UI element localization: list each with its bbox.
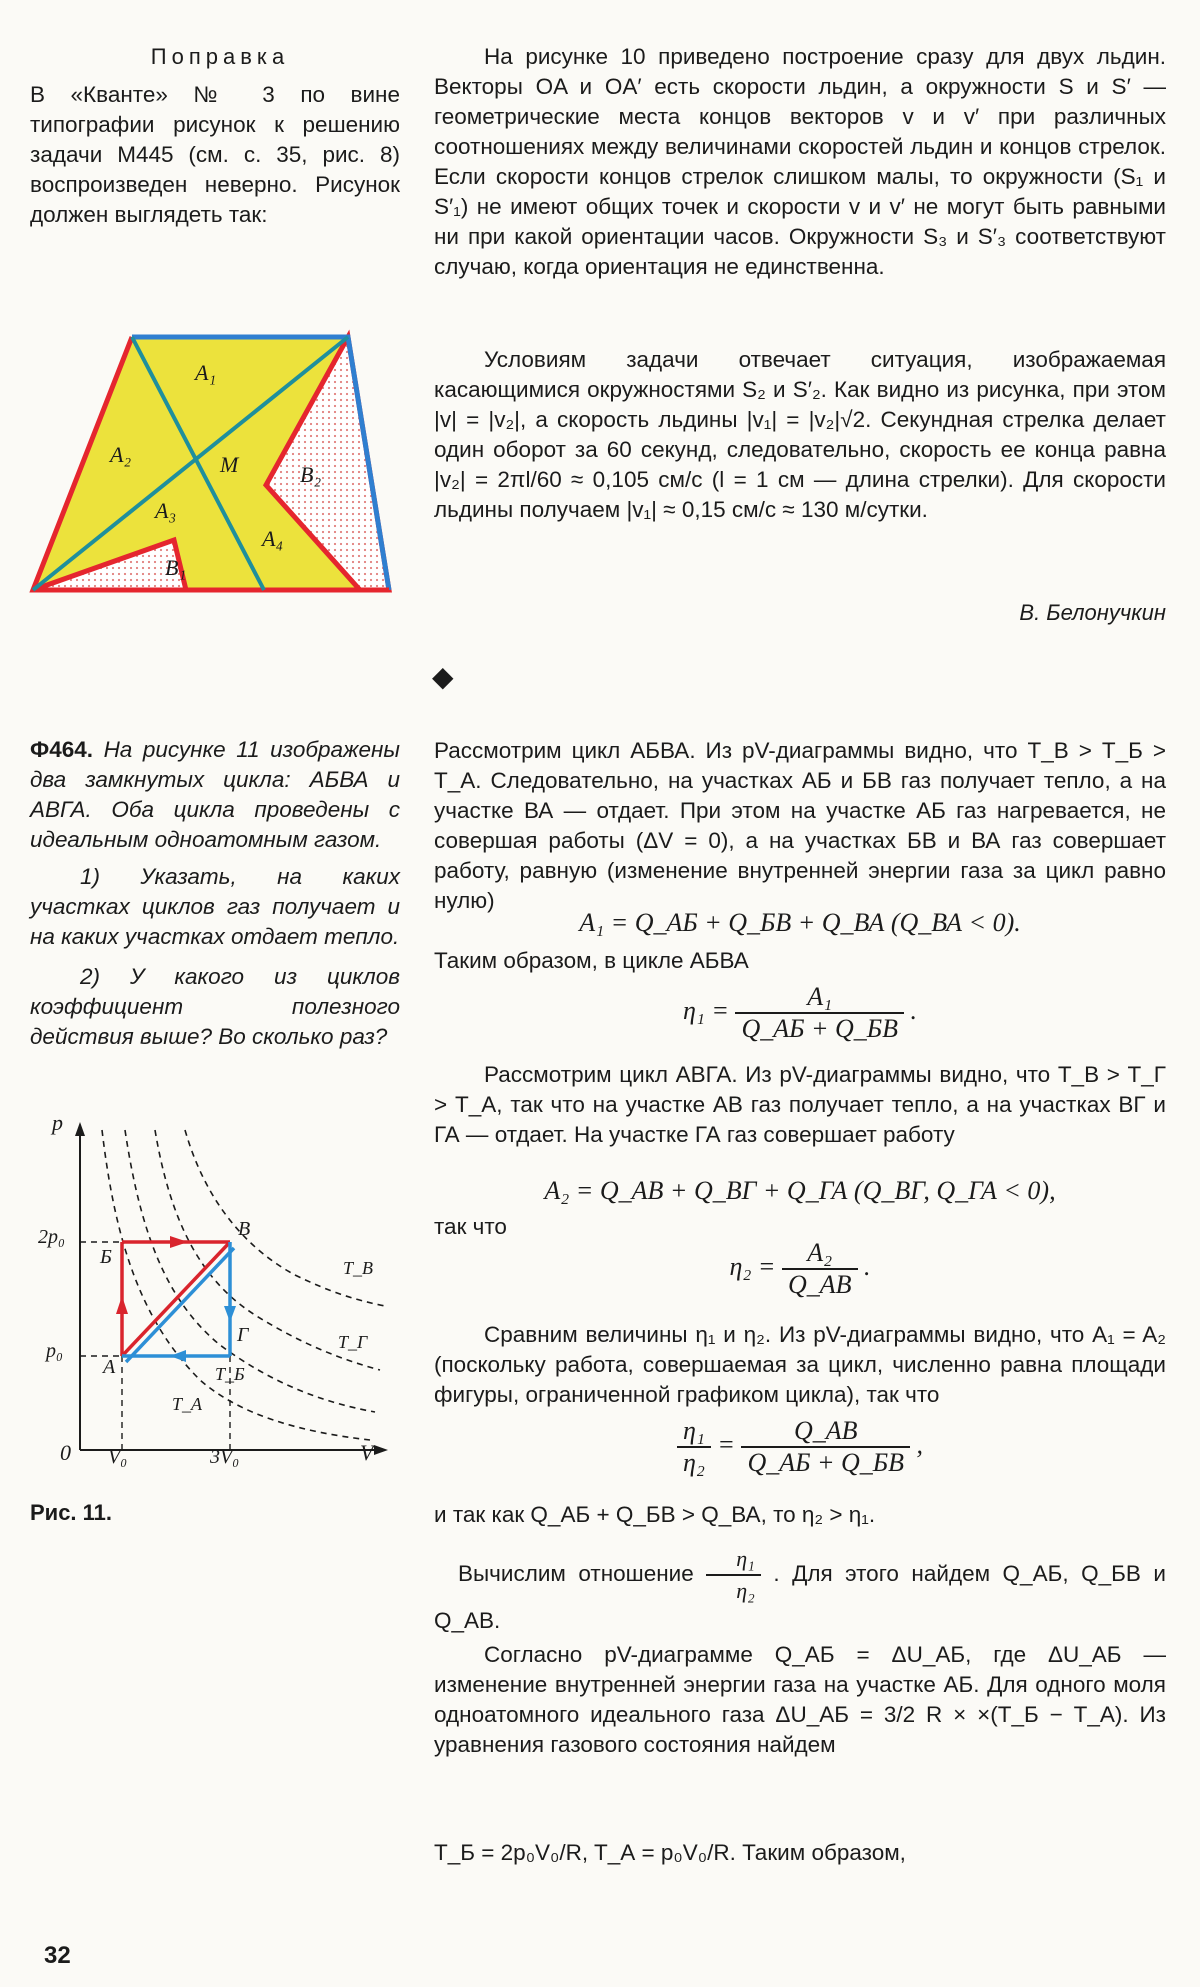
point-v-label: B	[238, 1218, 251, 1240]
label-m: M	[220, 452, 239, 477]
problem-text: На рисунке 11 изображены два замкнутых цикла: АБВА и АВГА. Оба цикла проведены с идеальным одноатомным газом.	[30, 737, 400, 852]
problem-question-2: 2) У какого из циклов коэффициент полезного действия выше? Во сколько раз?	[30, 964, 400, 1049]
v-axis-arrow	[374, 1445, 388, 1455]
solution-para-6: и так как Q_АБ + Q_БВ > Q_ВА, то η₂ > η₁.	[434, 1502, 876, 1527]
ratio-inline-den: η₂	[736, 1578, 755, 1603]
ratio-left-num: η₁	[677, 1416, 711, 1448]
ratio-inline-num: η₁	[706, 1544, 761, 1576]
solution-para-2: Таким образом, в цикле АБВА	[434, 948, 749, 973]
eta1-denominator: Q_АБ + Q_БВ	[741, 1014, 899, 1043]
eta1-numerator: A₁	[735, 982, 904, 1014]
solution-para-9: T_Б = 2p₀V₀/R, T_А = p₀V₀/R. Таким образом,	[434, 1840, 906, 1865]
ratio-right-num: Q_АВ	[741, 1416, 910, 1448]
problem-question-1: 1) Указать, на каких участках циклов газ получает и на каких участках отдает тепло.	[30, 864, 400, 949]
equation-eta2: η₂ = $\frac{\text{A₂}}{Q\_АВ}$ .	[729, 1238, 871, 1299]
problem-number: Ф464.	[30, 737, 93, 762]
equation-ratio: $\frac{\text{η₁}}{\text{η₂}}$ = $\frac{Q\_АВ}{Q\_АБ + Q\_БВ}$ ,	[434, 1416, 1166, 1478]
tick-3v0: 3V₀	[210, 1446, 240, 1468]
label-b1: B₁	[165, 555, 187, 580]
eta2-lhs: η₂ =	[729, 1251, 776, 1281]
origin-label: 0	[60, 1440, 71, 1465]
point-g-label: Г	[237, 1324, 249, 1346]
ratio-left-den: η₂	[682, 1448, 705, 1477]
isotherm-tb-label: T_B	[343, 1258, 374, 1278]
correction-text: В «Кванте» № 3 по вине типографии рисунок к решению задачи М445 (см. с. 35, рис. 8) воспроизведен неверно. Рисунок должен выглядеть так:	[30, 82, 400, 227]
segment-av	[126, 1248, 234, 1362]
solution-para-4: так что	[434, 1214, 507, 1239]
ratio-right-den: Q_АБ + Q_БВ	[747, 1448, 905, 1477]
correction-title: Поправка	[150, 44, 290, 69]
signature: В. Белонучкин	[1019, 600, 1166, 625]
isotherm-tg-label: T_Г	[338, 1332, 368, 1352]
tick-2p0: 2p₀	[38, 1226, 65, 1248]
isotherm-ta-label: T_A	[172, 1394, 203, 1414]
solution-para-5: Сравним величины η₁ и η₂. Из pV-диаграммы видно, что A₁ = A₂ (поскольку работа, совершаемая за цикл, численно равна площади фигуры, ограниченной графиком цикла), так что	[434, 1322, 1166, 1407]
equation-a1: A₁ = Q_АБ + Q_БВ + Q_ВА (Q_ВА < 0).	[579, 908, 1021, 937]
figure-caption: Рис. 11.	[30, 1500, 113, 1525]
arrow-vg	[224, 1306, 236, 1322]
axis-p-label: p	[52, 1110, 63, 1135]
solution-para-1: Рассмотрим цикл АБВА. Из pV-диаграммы видно, что T_В > T_Б > T_А. Следовательно, на участках АБ и БВ газ получает тепло, а на участке ВА — отдает. При этом на участке АБ газ нагревается, не совершая работы (ΔV = 0), а на участках БВ и ВА газ совершает работу, равную (изменение внутренней энергии газа за цикл равно нулю)	[434, 738, 1166, 913]
page-number: 32	[44, 1942, 71, 1969]
label-a3: A₃	[155, 498, 177, 523]
eta2-fraction	[782, 1238, 858, 1300]
ice-paragraph-1: На рисунке 10 приведено построение сразу для двух льдин. Векторы OA и OA′ есть скорости льдин, а окружности S и S′ — геометрические места концов векторов v и v′ при различных соотношениях между величинами скоростей льдин и концов стрелок. Если скорости концов стрелок слишком малы, то окружности (S₁ и S′₁) не имеют общих точек и скорости v и v′ не могут быть равными ни при какой ориентации часов. Окружности S₃ и S′₃ соответствуют случаю, когда ориентация не единственна.	[434, 44, 1166, 279]
solution-para-3: Рассмотрим цикл АВГА. Из pV-диаграммы видно, что T_В > T_Г > T_А, так что на участке АВ газ получает тепло, а на участках ВГ и ГА — отдает. На участке ГА газ совершает работу	[434, 1062, 1166, 1147]
point-b-label: Б	[100, 1246, 112, 1268]
problem-statement	[30, 735, 400, 855]
p-axis-arrow	[75, 1122, 85, 1136]
equation-a2: A₂ = Q_АВ + Q_ВГ + Q_ГА (Q_ВГ, Q_ГА < 0),	[544, 1176, 1056, 1205]
solution-para-7a: Вычислим отношение	[458, 1560, 694, 1586]
solution-para-8: Согласно pV-диаграмме Q_АБ = ΔU_АБ, где ΔU_АБ — изменение внутренней энергии газа на участке АБ. Для одного моля одноатомного идеального газа ΔU_АБ = 3/2 R × ×(T_Б − T_А). Из уравнения газового состояния найдем	[434, 1642, 1166, 1757]
equation-eta1: η₁ = $\frac{\text{A₁}}{Q\_АБ + Q\_БВ}$ .	[682, 982, 918, 1043]
arrow-ab	[116, 1296, 128, 1314]
ice-paragraph-2: Условиям задачи отвечает ситуация, изображаемая касающимися окружностями S₂ и S′₂. Как видно из рисунка, при этом |v| = |v₂|, а скорость льдины |v₁| = |v₂|√2. Секундная стрелка делает один оборот за 60 секунд, следовательно, скорость ее конца равна |v₂| = 2πl/60 ≈ 0,105 см/с (l = 1 см — длина стрелки). Для скорости льдины получаем |v₁| ≈ 0,15 см/с ≈ 130 м/сутки.	[434, 347, 1166, 522]
eta2-denominator: Q_АВ	[787, 1270, 852, 1299]
point-a-label: A	[103, 1356, 116, 1378]
arrow-bv	[170, 1236, 188, 1248]
label-a1: A₁	[195, 360, 217, 385]
isotherm-tb-small	[125, 1130, 375, 1412]
solution-para-7	[434, 1544, 1166, 1636]
separator-diamond: ◆	[432, 661, 454, 692]
ratio-right	[741, 1416, 910, 1478]
isotherm-tb	[185, 1130, 385, 1306]
eta1-lhs: η₁ =	[682, 995, 729, 1025]
label-a2: A₂	[110, 442, 132, 467]
eta1-fraction	[735, 982, 904, 1044]
ratio-left	[677, 1416, 711, 1478]
label-a4: A₄	[262, 526, 284, 551]
arrow-ga	[170, 1350, 186, 1362]
pv-diagram	[40, 1120, 410, 1480]
solution-para-7b: . Для этого найдем Q_АБ, Q_БВ и Q_АВ.	[434, 1560, 1166, 1633]
tick-v0: V₀	[108, 1446, 128, 1468]
label-b2: B₂	[300, 462, 322, 487]
tick-p0: p₀	[46, 1340, 63, 1362]
ratio-inline	[706, 1544, 761, 1606]
axis-v-label: V	[360, 1440, 374, 1465]
isotherm-ta	[102, 1130, 370, 1440]
isotherm-tb-small-label: T_Б	[215, 1364, 245, 1384]
eta2-numerator: A₂	[782, 1238, 858, 1270]
